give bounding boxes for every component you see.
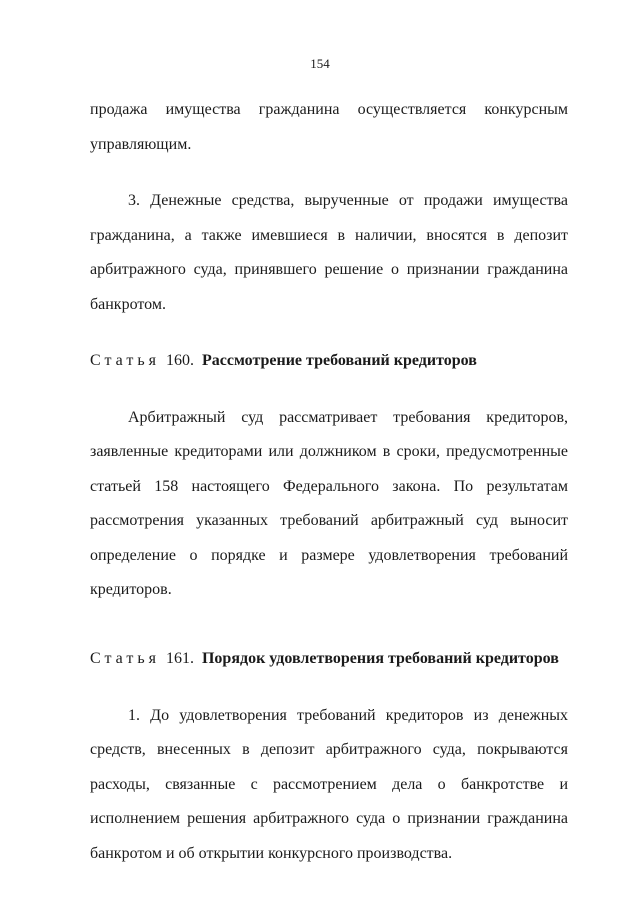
article-160-body: Арбитражный суд рассматривает требования кредиторов, заявленные кредиторами или должником в сроки, предусмотренные статьей 158 настоящего Федерального закона. По результатам рассмотрения указанных требований арбитражный суд выносит определение о порядке и размере удовлетворения требований кредиторов. <box>90 408 568 598</box>
article-161-body: 1. До удовлетворения требований кредиторов из денежных средств, внесенных в депозит арбитражного суда, покрываются расходы, связанные с рассмотрением дела о банкротстве и исполнением решения арбитражного суда о признании гражданина банкротом и об открытии конкурсного производства. <box>90 706 568 862</box>
article-160-word: Статья <box>90 352 160 369</box>
article-161-number: 161. <box>165 650 194 667</box>
page-number: 154 <box>310 56 330 71</box>
article-161-heading <box>90 642 568 677</box>
article-161-title: Порядок удовлетворения требований кредиторов <box>201 650 559 667</box>
article-160-number: 160. <box>165 352 194 369</box>
paragraph-item-3: 3. Денежные средства, вырученные от продажи имущества гражданина, а также имевшиеся в наличии, вносятся в депозит арбитражного суда, принявшего решение о признании гражданина банкротом. <box>90 192 568 313</box>
document-body <box>90 93 568 871</box>
article-160-title: Рассмотрение требований кредиторов <box>201 352 477 369</box>
article-160-heading <box>90 344 568 379</box>
article-161-word: Статья <box>90 650 160 667</box>
paragraph-continuation: продажа имущества гражданина осуществляется конкурсным управляющим. <box>90 101 568 153</box>
